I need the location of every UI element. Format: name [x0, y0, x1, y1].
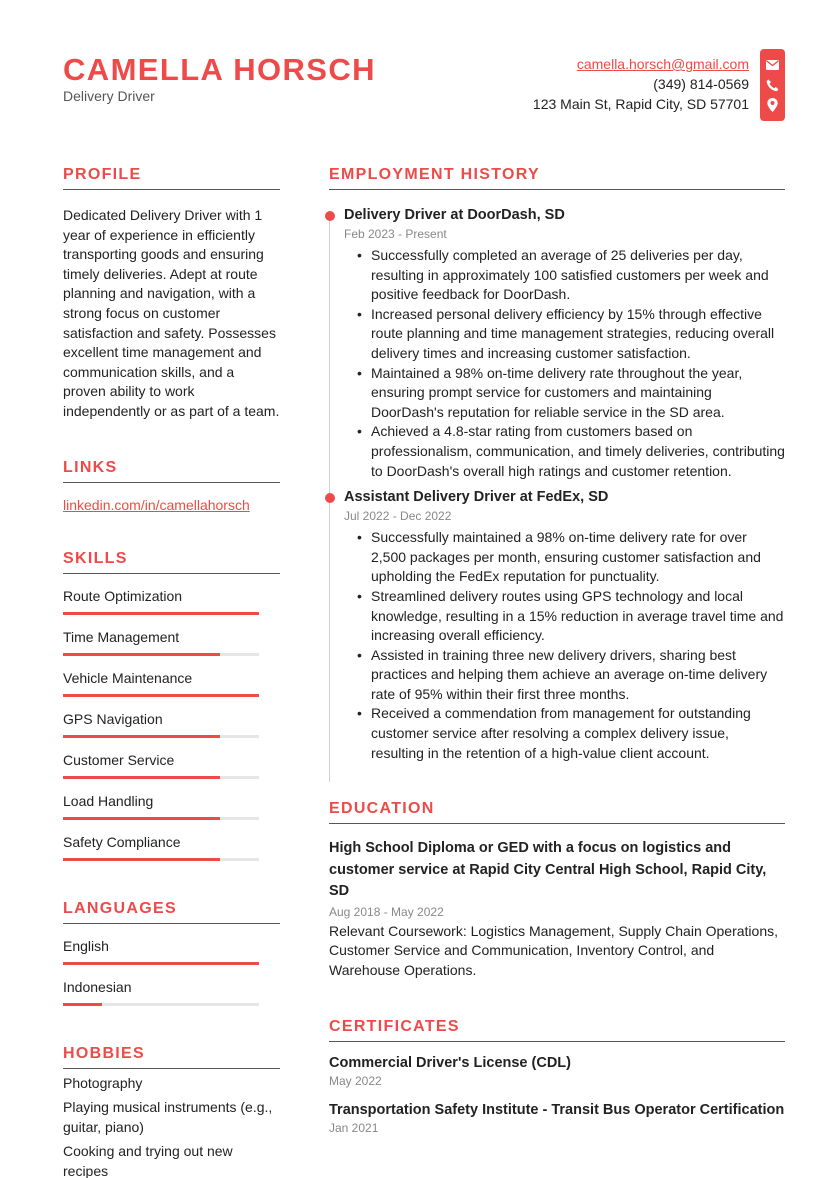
section-title-profile: PROFILE: [63, 165, 280, 190]
skill-level-fill: [63, 817, 220, 820]
skills-section: [63, 549, 280, 861]
skill-name: Time Management: [63, 628, 180, 645]
employment-section: [329, 165, 785, 763]
hobby-item: Cooking and trying out new recipes: [63, 1143, 233, 1178]
skill-level-bar: [63, 694, 259, 697]
job-bullet: • Increased personal delivery efficiency by 15% through effective route planning and time management strategies, reducing overall delivery times and increasing customer satisfaction.: [344, 305, 785, 364]
skill-level-bar: [63, 776, 259, 779]
skill-level-fill: [63, 653, 220, 656]
skill-item: [63, 752, 280, 779]
job-bullet: • Streamlined delivery routes using GPS technology and local knowledge, resulting in a 15% reduction in average travel time and increasing overall efficiency.: [344, 587, 785, 646]
skill-item: [63, 793, 280, 820]
skill-level-bar: [63, 612, 259, 615]
hobby-item: Photography: [63, 1074, 143, 1091]
language-name: English: [63, 937, 109, 954]
hobbies-section: [63, 1044, 280, 1178]
section-title-hobbies: HOBBIES: [63, 1044, 280, 1069]
job-entry: [329, 488, 785, 763]
job-bullets: [344, 246, 785, 481]
language-level-bar: [63, 962, 259, 965]
section-title-languages: LANGUAGES: [63, 899, 280, 924]
address-text: 123 Main St, Rapid City, SD 57701: [532, 96, 749, 112]
certificate-date: Jan 2021: [329, 1120, 379, 1135]
education-degree: High School Diploma or GED with a focus on logistics and customer service at Rapid City Central High School, Rapid City, SD: [329, 840, 767, 900]
language-level-bar: [63, 1003, 259, 1006]
right-column: [329, 165, 785, 1136]
links-section: [63, 458, 280, 513]
profile-text: Dedicated Delivery Driver with 1 year of experience in efficiently transporting goods and ensuring timely deliveries. Adept at route planning and navigation, with a strong focus on customer satisfaction and safety. Possesses excellent time management and communication skills, and a proven ability to work independently or as part of a team.: [63, 207, 280, 419]
job-bullet: • Assisted in training three new delivery drivers, sharing best practices and helping them achieve an average on-time delivery rate of 95% within their first three months.: [344, 646, 785, 705]
email-link[interactable]: camella.horsch@gmail.com: [576, 56, 749, 72]
job-role: Delivery Driver: [63, 88, 155, 104]
skill-item: [63, 670, 280, 697]
job-bullets: [344, 528, 785, 763]
skill-level-bar: [63, 858, 259, 861]
job-date: Feb 2023 - Present: [344, 227, 447, 241]
map-marker-icon: [766, 95, 780, 115]
certificate-title: Transportation Safety Institute - Transit Bus Operator Certification: [329, 1101, 785, 1118]
skill-level-bar: [63, 735, 259, 738]
profile-section: [63, 165, 280, 422]
skill-name: Load Handling: [63, 792, 154, 809]
phone-icon: [766, 75, 780, 95]
skill-item: [63, 834, 280, 861]
section-title-skills: SKILLS: [63, 549, 280, 574]
skill-item: [63, 588, 280, 615]
skill-name: Safety Compliance: [63, 833, 181, 850]
skill-item: [63, 629, 280, 656]
certificate-date: May 2022: [329, 1073, 382, 1088]
language-level-fill: [63, 962, 259, 965]
timeline-dot: [325, 211, 335, 221]
skill-level-fill: [63, 694, 259, 697]
skill-level-fill: [63, 776, 220, 779]
contact-lines: [533, 49, 749, 121]
skill-name: Customer Service: [63, 751, 175, 768]
job-title: Assistant Delivery Driver at FedEx, SD: [344, 489, 609, 506]
linkedin-link[interactable]: linkedin.com/in/camellahorsch: [63, 496, 250, 513]
skill-level-fill: [63, 612, 259, 615]
education-coursework: Relevant Coursework: Logistics Management, Supply Chain Operations, Customer Service and Communication, Inventory Control, and Warehouse Operations.: [329, 922, 779, 978]
skill-name: Route Optimization: [63, 587, 183, 604]
job-bullet: • Successfully completed an average of 25 deliveries per day, resulting in approximately 100 satisfied customers per week and positive feedback for DoorDash.: [344, 246, 785, 305]
job-bullet: • Maintained a 98% on-time delivery rate throughout the year, ensuring prompt service for customers and maintaining DoorDash's reputation for reliable service in the SD area.: [344, 364, 785, 423]
contact-block: [533, 49, 785, 121]
section-title-certificates: CERTIFICATES: [329, 1017, 785, 1042]
language-level-fill: [63, 1003, 102, 1006]
section-title-links: LINKS: [63, 458, 280, 483]
job-bullet: • Successfully maintained a 98% on-time delivery rate for over 2,500 packages per month, ensuring customer satisfaction and upholding the FedEx reputation for punctuality.: [344, 528, 785, 587]
skill-level-fill: [63, 735, 220, 738]
phone-text: (349) 814-0569: [653, 76, 749, 92]
skill-level-bar: [63, 653, 259, 656]
skill-level-bar: [63, 817, 259, 820]
job-date: Jul 2022 - Dec 2022: [344, 509, 452, 524]
skill-level-fill: [63, 858, 220, 861]
hobby-item: Playing musical instruments (e.g., guitar, piano): [63, 1099, 273, 1135]
section-title-education: EDUCATION: [329, 799, 785, 824]
timeline-dot: [325, 493, 335, 503]
skill-name: GPS Navigation: [63, 710, 163, 727]
job-title: Delivery Driver at DoorDash, SD: [344, 207, 565, 223]
language-item: [63, 938, 280, 965]
education-date: Aug 2018 - May 2022: [329, 904, 444, 919]
left-column: [63, 165, 280, 1178]
certificates-section: [329, 1017, 785, 1136]
languages-section: [63, 899, 280, 1006]
job-bullet: • Achieved a 4.8-star rating from customers based on professionalism, communication, and timely deliveries, contributing to DoorDash's overall high ratings and customer retention.: [344, 422, 785, 481]
certificate-title: Commercial Driver's License (CDL): [329, 1054, 571, 1071]
skill-item: [63, 711, 280, 738]
education-section: [329, 799, 785, 980]
envelope-icon: [766, 55, 780, 75]
language-item: [63, 979, 280, 1006]
section-title-employment: EMPLOYMENT HISTORY: [329, 165, 785, 190]
candidate-name: CAMELLA HORSCH: [63, 52, 376, 87]
skill-name: Vehicle Maintenance: [63, 669, 193, 686]
language-name: Indonesian: [63, 978, 132, 995]
job-entry: [329, 206, 785, 481]
contact-icon-bar: [760, 49, 785, 121]
job-bullet: • Received a commendation from management for outstanding customer service after resolving a complex delivery issue, resulting in the retention of a high-value client account.: [344, 704, 785, 763]
